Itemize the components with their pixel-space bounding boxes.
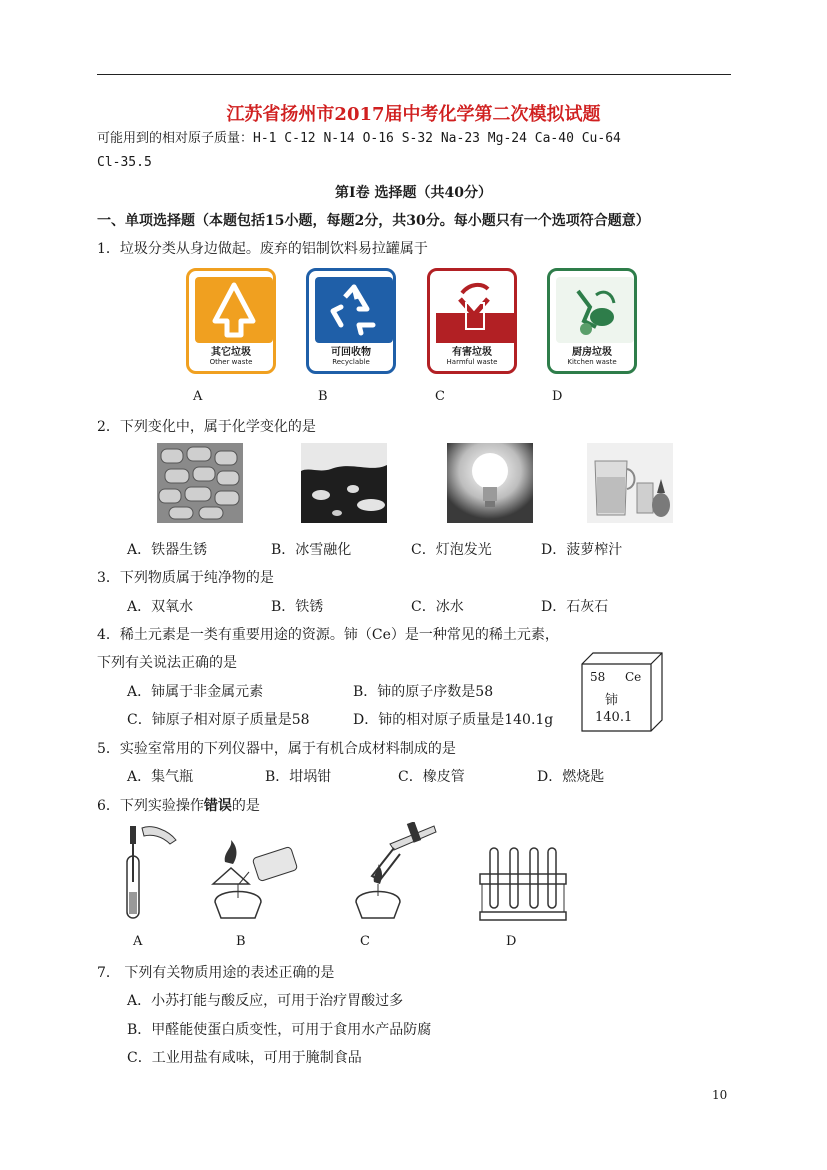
element-atomic-number: 58 — [590, 670, 606, 684]
q5-option-a: A．集气瓶 — [127, 769, 194, 785]
q6-label-d: D — [506, 934, 517, 949]
q4-option-a: A．铈属于非金属元素 — [127, 684, 264, 700]
bin-en-label: Recyclable — [332, 358, 370, 366]
other-waste-icon — [195, 277, 267, 343]
q3-option-b: B．铁锈 — [271, 599, 324, 615]
pineapple-juice-photo — [587, 443, 673, 523]
q1-label-c: C — [435, 389, 445, 404]
q4-option-d: D．铈的相对原子质量是140.1g — [353, 712, 554, 728]
bin-cn-label: 其它垃圾 — [211, 347, 251, 358]
q1-label-d: D — [552, 389, 563, 404]
header-rule — [97, 74, 731, 75]
test-tube-rack-illustration — [478, 844, 568, 922]
dropper-into-tube-illustration — [112, 822, 182, 922]
q3-stem: 3．下列物质属于纯净物的是 — [97, 570, 274, 586]
q3-option-a: A．双氧水 — [127, 599, 194, 615]
page-title: 江苏省扬州市2017届中考化学第二次模拟试题 — [226, 104, 601, 125]
atomic-mass-line-1: 可能用到的相对原子质量：H-1 C-12 N-14 O-16 S-32 Na-23 Mg-24 Ca-40 Cu-64 — [97, 131, 621, 146]
q6-stem-prefix: 6．下列实验操作 — [97, 798, 204, 814]
q5-option-c: C．橡皮管 — [398, 769, 465, 785]
q1-label-b: B — [318, 389, 328, 404]
q6-label-a: A — [133, 934, 143, 949]
bin-en-label: Kitchen waste — [567, 358, 617, 366]
q2-option-d: D．菠萝榨汁 — [541, 542, 623, 558]
q4-option-c: C．铈原子相对原子质量是58 — [127, 712, 310, 728]
bin-other-waste — [186, 268, 276, 374]
recycle-icon — [315, 277, 387, 343]
q7-stem: 7． 下列有关物质用途的表述正确的是 — [97, 965, 335, 981]
bin-recyclable — [306, 268, 396, 374]
bin-caption — [189, 341, 273, 371]
bin-caption — [550, 341, 634, 371]
q2-option-b: B．冰雪融化 — [271, 542, 352, 558]
harmful-waste-icon — [436, 277, 508, 343]
bin-cn-label: 厨房垃圾 — [572, 347, 612, 358]
q7-option-b: B．甲醛能使蛋白质变性，可用于食用水产品防腐 — [127, 1022, 432, 1038]
q1-label-a: A — [193, 389, 203, 404]
q6-stem-emphasis: 错误 — [203, 798, 232, 814]
element-symbol: Ce — [625, 670, 642, 684]
q3-option-d: D．石灰石 — [541, 599, 609, 615]
q6-stem — [97, 795, 260, 815]
bin-harmful-waste — [427, 268, 517, 374]
rusty-iron-photo — [157, 443, 243, 523]
q1-stem: 1．垃圾分类从身边做起。废弃的铝制饮料易拉罐属于 — [97, 241, 428, 257]
melting-snow-photo — [301, 443, 387, 523]
q5-option-d: D．燃烧匙 — [537, 769, 605, 785]
q4-stem-line-1: 4．稀土元素是一类有重要用途的资源。铈（Ce）是一种常见的稀土元素， — [97, 627, 559, 643]
light-bulb-photo — [447, 443, 533, 523]
q7-option-a: A．小苏打能与酸反应，可用于治疗胃酸过多 — [127, 993, 404, 1009]
bin-en-label: Other waste — [209, 358, 253, 366]
section-title: 第Ⅰ卷 选择题（共40分） — [335, 185, 492, 201]
bin-cn-label: 可回收物 — [331, 347, 371, 358]
q2-option-c: C．灯泡发光 — [411, 542, 492, 558]
page-number: 10 — [712, 1088, 728, 1102]
element-name: 铈 — [605, 693, 619, 708]
q6-label-c: C — [360, 934, 370, 949]
bin-en-label: Harmful waste — [446, 358, 498, 366]
q2-option-a: A．铁器生锈 — [127, 542, 208, 558]
alcohol-lamp-pour-illustration — [205, 832, 305, 924]
bin-caption — [430, 341, 514, 371]
q6-stem-suffix: 的是 — [231, 798, 260, 814]
kitchen-waste-icon — [556, 277, 628, 343]
bin-caption — [309, 341, 393, 371]
atomic-mass-line-2: Cl-35.5 — [97, 155, 152, 170]
part-heading: 一、单项选择题（本题包括15小题，每题2分，共30分。每小题只有一个选项符合题意） — [97, 213, 650, 229]
q3-option-c: C．冰水 — [411, 599, 464, 615]
q2-stem: 2．下列变化中，属于化学变化的是 — [97, 419, 316, 435]
q6-label-b: B — [236, 934, 246, 949]
q5-option-b: B．坩埚钳 — [265, 769, 332, 785]
element-atomic-mass: 140.1 — [595, 710, 633, 725]
cerium-element-card — [581, 652, 663, 732]
bin-cn-label: 有害垃圾 — [452, 347, 492, 358]
q4-stem-line-2: 下列有关说法正确的是 — [97, 655, 237, 671]
q7-option-c: C．工业用盐有咸味，可用于腌制食品 — [127, 1050, 362, 1066]
q4-option-b: B．铈的原子序数是58 — [353, 684, 494, 700]
bin-kitchen-waste — [547, 268, 637, 374]
q5-stem: 5．实验室常用的下列仪器中，属于有机合成材料制成的是 — [97, 741, 456, 757]
heating-tube-illustration — [350, 822, 440, 922]
